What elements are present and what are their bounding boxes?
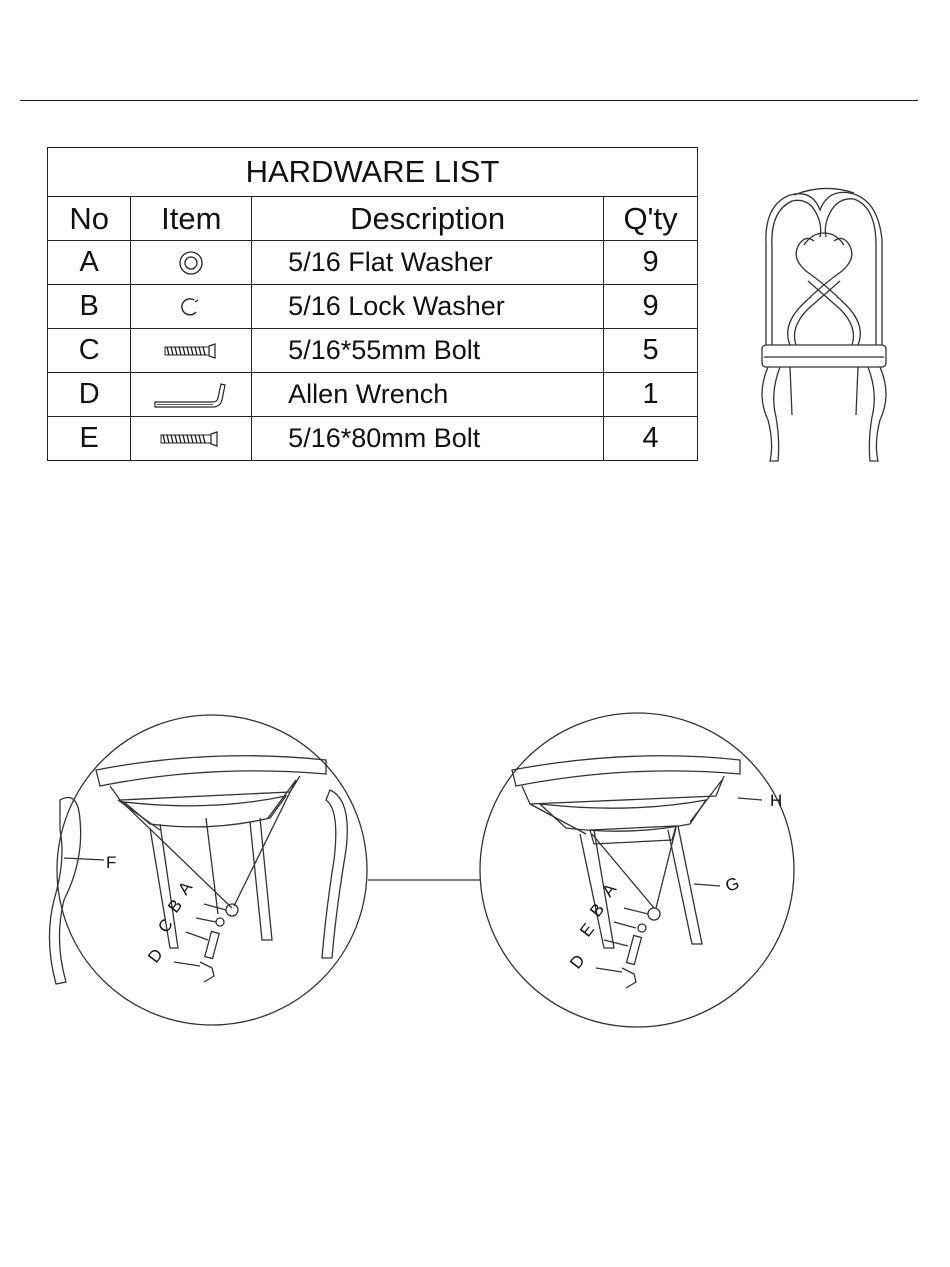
callout-g: G [722,873,742,896]
row-no: D [48,373,131,417]
table-row [48,285,698,329]
header-qty: Q'ty [604,197,698,241]
callout-a-left: A [174,877,197,899]
table-row [48,329,698,373]
row-no: E [48,417,131,461]
table-row [48,373,698,417]
callout-b-left: B [164,895,187,917]
row-description: 5/16 Lock Washer [252,285,604,329]
hardware-list-title: HARDWARE LIST [48,148,698,197]
callout-c-left: C [154,915,177,937]
header-no: No [48,197,131,241]
hardware-list-table [47,147,698,461]
table-row [48,241,698,285]
header-item: Item [131,197,252,241]
row-no: C [48,329,131,373]
bolt-55mm-icon [161,341,221,361]
top-rule [20,100,918,101]
right-detail-circle [480,713,794,1027]
flat-washer-icon [176,248,206,278]
row-description: 5/16*55mm Bolt [252,329,604,373]
callout-e-right: E [576,919,599,941]
row-description: Allen Wrench [252,373,604,417]
callout-a-right: A [598,879,621,901]
chair-illustration [750,185,900,465]
header-description: Description [252,197,604,241]
callout-b-right: B [586,899,609,921]
row-qty: 1 [604,373,698,417]
row-qty: 4 [604,417,698,461]
bolt-80mm-icon [159,429,223,449]
table-row [48,417,698,461]
lock-washer-icon [179,295,203,319]
row-no: B [48,285,131,329]
allen-wrench-icon [151,380,231,410]
callout-d-right: D [566,951,589,973]
row-description: 5/16 Flat Washer [252,241,604,285]
row-no: A [48,241,131,285]
row-qty: 9 [604,241,698,285]
row-qty: 5 [604,329,698,373]
table-header-row [48,197,698,241]
row-description: 5/16*80mm Bolt [252,417,604,461]
callout-h: H [770,791,783,810]
callout-f: F [106,853,117,872]
callout-d-left: D [144,945,167,967]
row-qty: 9 [604,285,698,329]
assembly-detail-diagram [0,700,950,1060]
